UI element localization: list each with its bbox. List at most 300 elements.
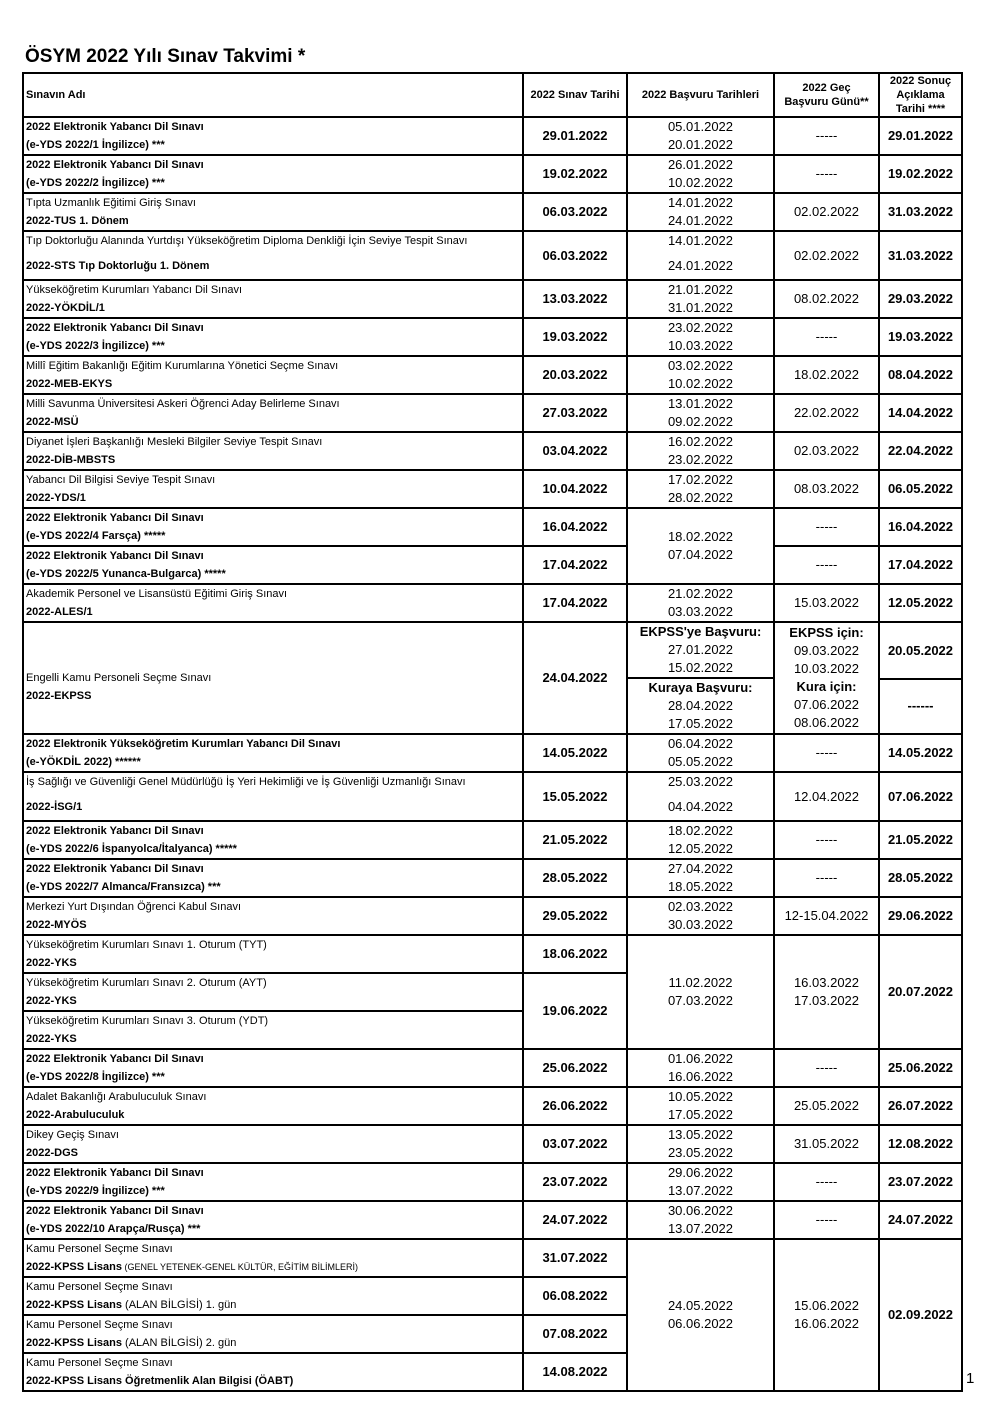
- text-line: 18.05.2022: [667, 879, 734, 894]
- text-line: -----: [815, 1060, 838, 1075]
- text-line: 27.04.2022: [667, 861, 734, 876]
- exam-name-text: (e-YDS 2022/6 İspanyolca/İtalyanca) *****: [26, 843, 237, 855]
- text-line: 02.02.2022: [793, 204, 860, 219]
- text-line: 09.03.2022: [793, 643, 860, 658]
- table-row: [23, 1201, 962, 1239]
- exam-full-name: [26, 860, 522, 878]
- exam-date-cell: 17.04.2022: [523, 546, 627, 584]
- exam-name-cell: [23, 394, 523, 432]
- text-line: 13.07.2022: [667, 1183, 734, 1198]
- exam-date-cell: 23.07.2022: [523, 1163, 627, 1201]
- results-date-cell: 12.05.2022: [879, 584, 962, 622]
- text-line: 21.01.2022: [667, 282, 734, 297]
- late-application-cell: [774, 1049, 879, 1087]
- text-line: Kuraya Başvuru:: [648, 680, 753, 695]
- text-line: Kura için:: [796, 679, 857, 694]
- results-date-cell: [879, 622, 962, 734]
- exam-name-text: Adalet Bakanlığı Arabuluculuk Sınavı: [26, 1091, 207, 1103]
- exam-code: [26, 798, 522, 816]
- text-line: 10.03.2022: [793, 661, 860, 676]
- application-dates-cell: [627, 935, 774, 1049]
- exam-date-cell: 03.07.2022: [523, 1125, 627, 1163]
- exam-name-text: Akademik Personel ve Lisansüstü Eğitimi Giriş Sınavı: [26, 588, 288, 600]
- exam-code: [26, 687, 522, 705]
- exam-full-name: [26, 974, 522, 992]
- late-application-cell: [774, 193, 879, 231]
- exam-name-text: 2022-TUS 1. Dönem: [26, 215, 129, 227]
- exam-name-cell: [23, 1239, 523, 1277]
- text-line: 24.01.2022: [667, 213, 734, 228]
- exam-date-cell: 14.08.2022: [523, 1353, 627, 1391]
- results-date-cell: 26.07.2022: [879, 1087, 962, 1125]
- exam-name-text: Merkezi Yurt Dışından Öğrenci Kabul Sınavı: [26, 901, 242, 913]
- exam-name-cell: [23, 193, 523, 231]
- results-date-cell: 19.03.2022: [879, 318, 962, 356]
- late-application-cell: [774, 1239, 879, 1391]
- exam-name-text: 2022-YKS: [26, 1033, 77, 1045]
- application-dates-cell: [627, 622, 774, 734]
- exam-name-text: (e-YDS 2022/1 İngilizce) ***: [26, 139, 165, 151]
- exam-code: [26, 565, 522, 583]
- text-line: 05.01.2022: [667, 119, 734, 134]
- exam-name-text: Dikey Geçiş Sınavı: [26, 1129, 119, 1141]
- text-line: 13.05.2022: [667, 1127, 734, 1142]
- text-line: 17.03.2022: [793, 993, 860, 1008]
- exam-full-name: [26, 319, 522, 337]
- text-line: 12.05.2022: [667, 841, 734, 856]
- exam-date-cell: 06.08.2022: [523, 1277, 627, 1315]
- exam-code: [26, 212, 522, 230]
- table-row: [23, 859, 962, 897]
- exam-name-cell: [23, 1049, 523, 1087]
- text-line: 10.02.2022: [667, 376, 734, 391]
- late-application-cell: [774, 935, 879, 1049]
- text-line: 12.04.2022: [793, 788, 860, 804]
- exam-date-cell: 17.04.2022: [523, 584, 627, 622]
- text-line: 26.01.2022: [667, 157, 734, 172]
- exam-name-text: Kamu Personel Seçme Sınavı: [26, 1357, 173, 1369]
- application-dates-cell: [627, 508, 774, 584]
- exam-date-cell: 31.07.2022: [523, 1239, 627, 1277]
- late-application-cell: [774, 1163, 879, 1201]
- text-line: 23.02.2022: [667, 452, 734, 467]
- table-row: [23, 734, 962, 772]
- results-date-cell: 20.07.2022: [879, 935, 962, 1049]
- exam-code: [26, 1030, 522, 1048]
- exam-rows: [23, 117, 962, 1391]
- text-line: 16.06.2022: [793, 1316, 860, 1331]
- text-line: -----: [815, 870, 838, 885]
- exam-full-name: [26, 395, 522, 413]
- exam-full-name: [26, 936, 522, 954]
- results-date-cell: 29.03.2022: [879, 280, 962, 318]
- exam-code: [26, 174, 522, 192]
- text-line: 18.02.2022: [793, 367, 860, 382]
- exam-name-text: 2022-EKPSS: [26, 690, 92, 702]
- exam-date-cell: 13.03.2022: [523, 280, 627, 318]
- results-date-cell: 12.08.2022: [879, 1125, 962, 1163]
- exam-name-text: (e-YDS 2022/8 İngilizce) ***: [26, 1071, 165, 1083]
- exam-full-name: [26, 735, 522, 753]
- exam-name-text: (e-YDS 2022/2 İngilizce) ***: [26, 177, 165, 189]
- exam-full-name: [26, 509, 522, 527]
- exam-full-name: [26, 357, 522, 375]
- exam-date-cell: 28.05.2022: [523, 859, 627, 897]
- late-application-cell: [774, 1201, 879, 1239]
- text-line: 08.02.2022: [793, 291, 860, 306]
- table-row: [23, 1239, 962, 1277]
- exam-name-text: Yükseköğretim Kurumları Sınavı 1. Oturum (TYT): [26, 939, 267, 951]
- results-date-cell: 07.06.2022: [879, 772, 962, 821]
- exam-name-cell: [23, 546, 523, 584]
- application-dates-cell: [627, 432, 774, 470]
- text-line: 27.01.2022: [667, 642, 734, 657]
- exam-name-text: 2022 Elektronik Yükseköğretim Kurumları Yabancı Dil Sınavı: [26, 738, 341, 750]
- results-date-cell: 25.06.2022: [879, 1049, 962, 1087]
- late-application-cell: [774, 584, 879, 622]
- page-title: ÖSYM 2022 Yılı Sınav Takvimi *: [25, 46, 306, 67]
- late-application-cell: [774, 546, 879, 584]
- exam-code: [26, 1334, 522, 1352]
- exam-name-text: 2022-YDS/1: [26, 492, 86, 504]
- exam-code: [26, 451, 522, 469]
- application-dates-cell: [627, 1125, 774, 1163]
- text-line: 21.02.2022: [667, 586, 734, 601]
- table-row: [23, 546, 962, 584]
- exam-name-text: Diyanet İşleri Başkanlığı Mesleki Bilgiler Seviye Tespit Sınavı: [26, 436, 323, 448]
- exam-date-cell: 26.06.2022: [523, 1087, 627, 1125]
- text-line: 16.06.2022: [667, 1069, 734, 1084]
- text-line: 03.02.2022: [667, 358, 734, 373]
- exam-name-cell: [23, 155, 523, 193]
- exam-name-text: 2022-YÖKDİL/1: [26, 302, 105, 314]
- exam-name-text: Yabancı Dil Bilgisi Seviye Tespit Sınavı: [26, 474, 216, 486]
- exam-date-cell: 15.05.2022: [523, 772, 627, 821]
- text-line: 09.02.2022: [667, 414, 734, 429]
- results-block: 20.05.2022: [887, 643, 954, 658]
- table-row: [23, 280, 962, 318]
- exam-code: [26, 375, 522, 393]
- table-row: [23, 622, 962, 734]
- late-application-cell: [774, 117, 879, 155]
- text-line: 08.03.2022: [793, 481, 860, 496]
- exam-name-text: İş Sağlığı ve Güvenliği Genel Müdürlüğü İş Yeri Hekimliği ve İş Güvenliği Uzmanlığı Sınavı: [26, 776, 466, 788]
- table-row: [23, 897, 962, 935]
- late-block: [775, 624, 878, 678]
- text-line: 14.01.2022: [667, 233, 734, 248]
- exam-name-text: Yükseköğretim Kurumları Sınavı 2. Oturum (AYT): [26, 977, 267, 989]
- text-line: 17.05.2022: [667, 716, 734, 731]
- exam-code: [26, 489, 522, 507]
- exam-name-text: 2022 Elektronik Yabancı Dil Sınavı: [26, 1205, 204, 1217]
- exam-name-cell: [23, 897, 523, 935]
- exam-name-text: 2022-KPSS Lisans: [26, 1337, 122, 1349]
- text-line: 28.04.2022: [667, 698, 734, 713]
- header-application-dates: 2022 Başvuru Tarihleri: [627, 73, 774, 117]
- exam-name-text: 2022 Elektronik Yabancı Dil Sınavı: [26, 159, 204, 171]
- text-line: 17.05.2022: [667, 1107, 734, 1122]
- exam-code: [26, 1258, 522, 1276]
- exam-name-text: 2022 Elektronik Yabancı Dil Sınavı: [26, 1053, 204, 1065]
- page-number: 1: [966, 1370, 975, 1387]
- exam-full-name: [26, 1278, 522, 1296]
- exam-date-cell: 19.06.2022: [523, 973, 627, 1049]
- late-application-cell: [774, 859, 879, 897]
- exam-name-text: 2022-STS Tıp Doktorluğu 1. Dönem: [26, 260, 210, 272]
- exam-code: [26, 299, 522, 317]
- table-row: [23, 117, 962, 155]
- application-dates-cell: [627, 821, 774, 859]
- results-date-cell: 14.05.2022: [879, 734, 962, 772]
- late-application-cell: [774, 622, 879, 734]
- exam-code: [26, 257, 522, 275]
- exam-name-cell: [23, 1201, 523, 1239]
- late-application-cell: [774, 318, 879, 356]
- application-dates-cell: [627, 231, 774, 280]
- table-row: [23, 1087, 962, 1125]
- text-line: 20.01.2022: [667, 137, 734, 152]
- table-row: [23, 193, 962, 231]
- late-application-cell: [774, 356, 879, 394]
- table-row: [23, 1125, 962, 1163]
- exam-name-cell: [23, 772, 523, 821]
- header-results-date: 2022 Sonuç Açıklama Tarihi ****: [879, 73, 962, 117]
- exam-full-name: [26, 1354, 522, 1372]
- text-line: 05.05.2022: [667, 754, 734, 769]
- exam-full-name: [26, 898, 522, 916]
- results-block: ------: [880, 678, 961, 732]
- application-dates-cell: [627, 772, 774, 821]
- header-exam-date: 2022 Sınav Tarihi: [523, 73, 627, 117]
- exam-name-cell: [23, 1087, 523, 1125]
- exam-name-cell: [23, 432, 523, 470]
- exam-code: [26, 413, 522, 431]
- exam-full-name: [26, 547, 522, 565]
- exam-date-cell: 18.06.2022: [523, 935, 627, 973]
- exam-code: [26, 992, 522, 1010]
- results-date-cell: 17.04.2022: [879, 546, 962, 584]
- exam-date-cell: 06.03.2022: [523, 231, 627, 280]
- exam-name-text: (e-YDS 2022/5 Yunanca-Bulgarca) *****: [26, 568, 226, 580]
- exam-code: [26, 753, 522, 771]
- late-application-cell: [774, 155, 879, 193]
- exam-name-text: Kamu Personel Seçme Sınavı: [26, 1281, 173, 1293]
- text-line: 24.01.2022: [667, 258, 734, 273]
- header-exam-name: Sınavın Adı: [23, 73, 523, 117]
- exam-name-text: (e-YÖKDİL 2022) ******: [26, 756, 141, 768]
- exam-name-text: Yükseköğretim Kurumları Yabancı Dil Sınavı: [26, 284, 243, 296]
- exam-name-text: (e-YDS 2022/7 Almanca/Fransızca) ***: [26, 881, 221, 893]
- text-line: 14.01.2022: [667, 195, 734, 210]
- exam-full-name: [26, 232, 522, 250]
- exam-name-cell: [23, 734, 523, 772]
- exam-name-cell: [23, 470, 523, 508]
- results-date-cell: 21.05.2022: [879, 821, 962, 859]
- exam-date-cell: 25.06.2022: [523, 1049, 627, 1087]
- late-application-cell: [774, 772, 879, 821]
- text-line: 06.06.2022: [667, 1316, 734, 1331]
- exam-name-text: 2022 Elektronik Yabancı Dil Sınavı: [26, 121, 204, 133]
- exam-full-name: [26, 118, 522, 136]
- application-block: [628, 677, 773, 733]
- text-line: 17.02.2022: [667, 472, 734, 487]
- application-dates-cell: [627, 394, 774, 432]
- text-line: 18.02.2022: [667, 823, 734, 838]
- exam-name-text: (e-YDS 2022/4 Farsça) *****: [26, 530, 166, 542]
- results-date-cell: 29.06.2022: [879, 897, 962, 935]
- exam-name-text: Engelli Kamu Personeli Seçme Sınavı: [26, 672, 212, 684]
- exam-name-cell: [23, 1125, 523, 1163]
- application-dates-cell: [627, 280, 774, 318]
- results-date-cell: 02.09.2022: [879, 1239, 962, 1391]
- late-application-cell: [774, 821, 879, 859]
- exam-name-text: 2022-Arabuluculuk: [26, 1109, 125, 1121]
- exam-full-name: [26, 433, 522, 451]
- exam-code: [26, 1372, 522, 1390]
- exam-name-cell: [23, 973, 523, 1011]
- table-row: [23, 1049, 962, 1087]
- exam-name-text: Millî Eğitim Bakanlığı Eğitim Kurumlarına Yönetici Seçme Sınavı: [26, 360, 339, 372]
- application-dates-cell: [627, 1087, 774, 1125]
- exam-name-text: Tıpta Uzmanlık Eğitimi Giriş Sınavı: [26, 197, 196, 209]
- text-line: 13.01.2022: [667, 396, 734, 411]
- late-application-cell: [774, 1125, 879, 1163]
- text-line: -----: [815, 1212, 838, 1227]
- exam-name-text: (e-YDS 2022/3 İngilizce) ***: [26, 340, 165, 352]
- late-application-cell: [774, 897, 879, 935]
- results-date-cell: 23.07.2022: [879, 1163, 962, 1201]
- exam-full-name: [26, 1202, 522, 1220]
- text-line: 30.06.2022: [667, 1203, 734, 1218]
- table-row: [23, 231, 962, 280]
- text-line: 24.05.2022: [667, 1298, 734, 1313]
- exam-code: [26, 1068, 522, 1086]
- exam-date-cell: 06.03.2022: [523, 193, 627, 231]
- exam-full-name: [26, 1126, 522, 1144]
- exam-name-text: 2022-KPSS Lisans Öğretmenlik Alan Bilgisi (ÖABT): [26, 1375, 294, 1387]
- text-line: 07.04.2022: [667, 547, 734, 562]
- text-line: 15.02.2022: [667, 660, 734, 675]
- exam-date-cell: 16.04.2022: [523, 508, 627, 546]
- exam-name-cell: [23, 318, 523, 356]
- text-line: 23.02.2022: [667, 320, 734, 335]
- exam-name-cell: [23, 1163, 523, 1201]
- exam-name-suffix: (ALAN BİLGİSİ) 2. gün: [122, 1337, 237, 1349]
- exam-name-cell: [23, 935, 523, 973]
- text-line: 16.02.2022: [667, 434, 734, 449]
- table-row: [23, 1163, 962, 1201]
- text-line: 03.03.2022: [667, 604, 734, 619]
- application-dates-cell: [627, 1049, 774, 1087]
- header-late-application: 2022 Geç Başvuru Günü**: [774, 73, 879, 117]
- text-line: 30.03.2022: [667, 917, 734, 932]
- exam-date-cell: 07.08.2022: [523, 1315, 627, 1353]
- application-dates-cell: [627, 1239, 774, 1391]
- exam-date-cell: 24.04.2022: [523, 622, 627, 734]
- late-application-cell: [774, 280, 879, 318]
- application-dates-cell: [627, 117, 774, 155]
- exam-name-text: 2022 Elektronik Yabancı Dil Sınavı: [26, 825, 204, 837]
- exam-code: [26, 527, 522, 545]
- text-line: 28.02.2022: [667, 490, 734, 505]
- text-line: 02.03.2022: [793, 443, 860, 458]
- exam-calendar-table: [22, 72, 963, 1392]
- exam-code: [26, 1106, 522, 1124]
- results-date-cell: 06.05.2022: [879, 470, 962, 508]
- exam-code: [26, 136, 522, 154]
- application-dates-cell: [627, 1201, 774, 1239]
- exam-full-name: [26, 669, 522, 687]
- text-line: EKPSS için:: [789, 625, 864, 640]
- exam-name-text: 2022 Elektronik Yabancı Dil Sınavı: [26, 1167, 204, 1179]
- exam-name-text: Yükseköğretim Kurumları Sınavı 3. Oturum (YDT): [26, 1015, 269, 1027]
- application-dates-cell: [627, 356, 774, 394]
- exam-full-name: [26, 1240, 522, 1258]
- exam-name-text: 2022-YKS: [26, 957, 77, 969]
- table-row: [23, 508, 962, 546]
- exam-name-text: 2022-MYÖS: [26, 919, 87, 931]
- text-line: 13.07.2022: [667, 1221, 734, 1236]
- table-row: [23, 318, 962, 356]
- exam-full-name: [26, 1012, 522, 1030]
- exam-name-text: Tıp Doktorluğu Alanında Yurtdışı Yükseköğretim Diploma Denkliği İçin Seviye Tespit Sınavı: [26, 235, 468, 247]
- text-line: 31.05.2022: [793, 1136, 860, 1151]
- exam-name-cell: [23, 622, 523, 734]
- exam-name-text: (e-YDS 2022/9 İngilizce) ***: [26, 1185, 165, 1197]
- exam-full-name: [26, 194, 522, 212]
- table-row: [23, 394, 962, 432]
- exam-full-name: [26, 585, 522, 603]
- text-line: 18.02.2022: [667, 529, 734, 544]
- exam-name-text: 2022-YKS: [26, 995, 77, 1007]
- application-dates-cell: [627, 897, 774, 935]
- table-row: [23, 772, 962, 821]
- table-row: [23, 432, 962, 470]
- exam-name-text: 2022-DİB-MBSTS: [26, 454, 116, 466]
- exam-name-text: 2022-KPSS Lisans: [26, 1299, 122, 1311]
- exam-name-text: Milli Savunma Üniversitesi Askeri Öğrenci Aday Belirleme Sınavı: [26, 398, 340, 410]
- exam-name-text: Kamu Personel Seçme Sınavı: [26, 1243, 173, 1255]
- text-line: 15.03.2022: [793, 595, 860, 610]
- table-row: [23, 356, 962, 394]
- exam-code: [26, 916, 522, 934]
- exam-date-cell: 20.03.2022: [523, 356, 627, 394]
- exam-date-cell: 24.07.2022: [523, 1201, 627, 1239]
- text-line: 06.04.2022: [667, 736, 734, 751]
- exam-full-name: [26, 773, 522, 791]
- exam-name-cell: [23, 231, 523, 280]
- exam-full-name: [26, 1164, 522, 1182]
- results-date-cell: 24.07.2022: [879, 1201, 962, 1239]
- exam-name-cell: [23, 859, 523, 897]
- application-dates-cell: [627, 584, 774, 622]
- text-line: -----: [815, 329, 838, 344]
- text-line: 29.06.2022: [667, 1165, 734, 1180]
- exam-name-cell: [23, 356, 523, 394]
- application-dates-cell: [627, 155, 774, 193]
- application-dates-cell: [627, 193, 774, 231]
- text-line: 10.03.2022: [667, 338, 734, 353]
- text-line: -----: [815, 557, 838, 572]
- text-line: 15.06.2022: [793, 1298, 860, 1313]
- late-application-cell: [774, 470, 879, 508]
- text-line: -----: [815, 1174, 838, 1189]
- exam-name-text: (e-YDS 2022/10 Arapça/Rusça) ***: [26, 1223, 201, 1235]
- exam-name-cell: [23, 117, 523, 155]
- late-application-cell: [774, 508, 879, 546]
- table-row: [23, 470, 962, 508]
- text-line: 07.03.2022: [667, 993, 734, 1008]
